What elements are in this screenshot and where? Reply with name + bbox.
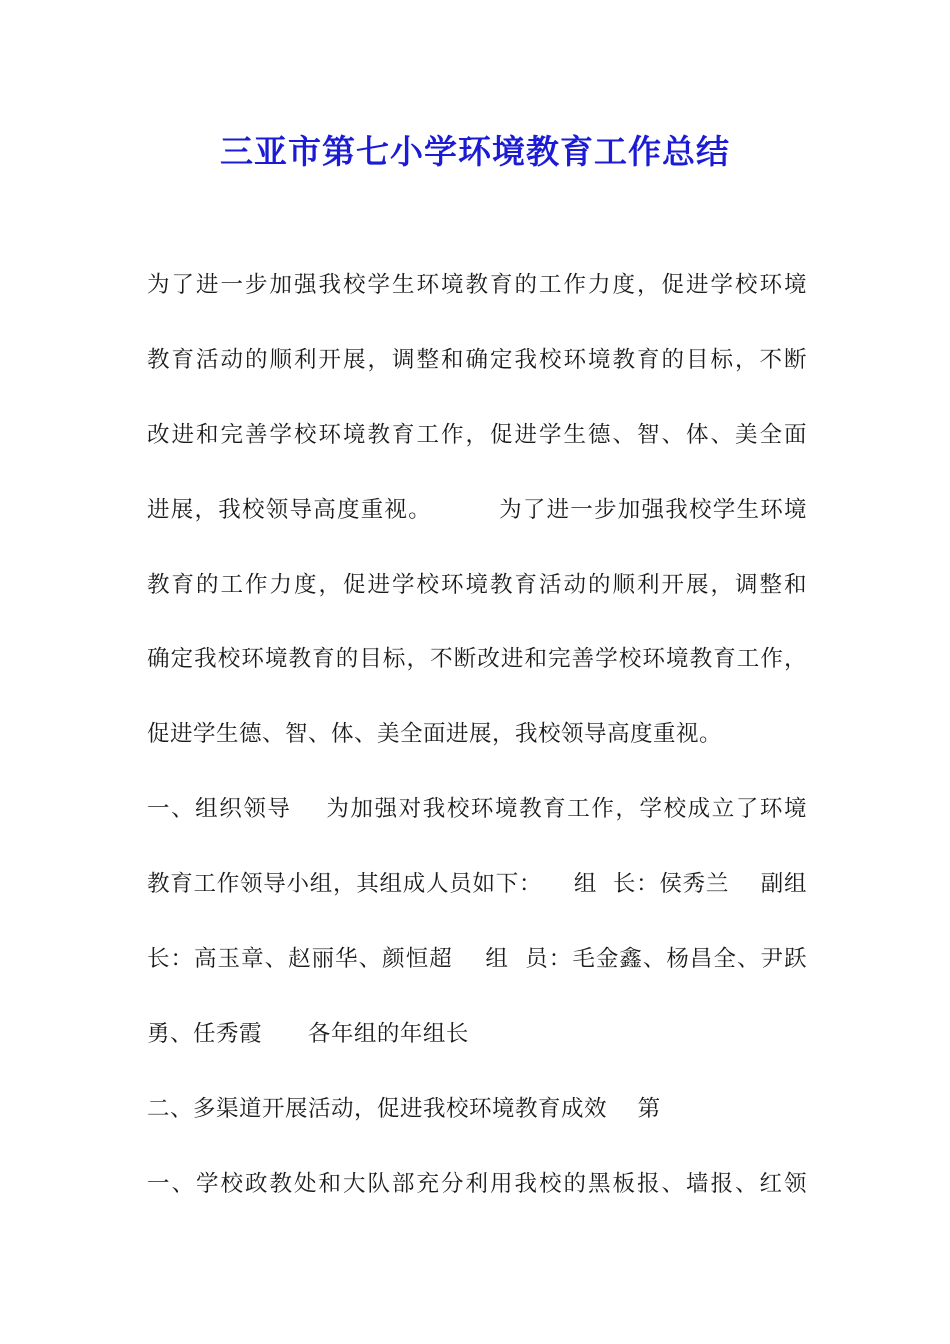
section-heading-line: 二、多渠道开展活动，促进我校环境教育成效 第 (147, 1095, 661, 1122)
body-line: 教育的工作力度，促进学校环境教育活动的顺利开展，调整和 (147, 571, 807, 598)
body-line: 改进和完善学校环境教育工作，促进学生德、智、体、美全面 (147, 421, 807, 448)
body-line: 促进学生德、智、体、美全面进展，我校领导高度重视。 (147, 721, 723, 748)
body-line: 教育工作领导小组，其组成人员如下： 组 长：侯秀兰 副组 (147, 871, 807, 898)
body-line: 为了进一步加强我校学生环境教育的工作力度，促进学校环境 (147, 272, 807, 298)
body-line: 进展，我校领导高度重视。 为了进一步加强我校学生环境 (147, 496, 807, 523)
body-line: 长：高玉章、赵丽华、颜恒超 组 员：毛金鑫、杨昌全、尹跃 (147, 946, 807, 973)
body-line: 一、学校政教处和大队部充分利用我校的黑板报、墙报、红领 (147, 1170, 807, 1197)
document-title: 三亚市第七小学环境教育工作总结 (220, 132, 730, 171)
document-body (147, 263, 807, 1237)
section-heading-line: 一、组织领导 为加强对我校环境教育工作，学校成立了环境 (147, 796, 807, 823)
body-line: 勇、任秀霞 各年组的年组长 (147, 1020, 469, 1047)
body-line: 确定我校环境教育的目标，不断改进和完善学校环境教育工作， (147, 646, 807, 673)
body-line: 教育活动的顺利开展，调整和确定我校环境教育的目标，不断 (147, 346, 807, 373)
